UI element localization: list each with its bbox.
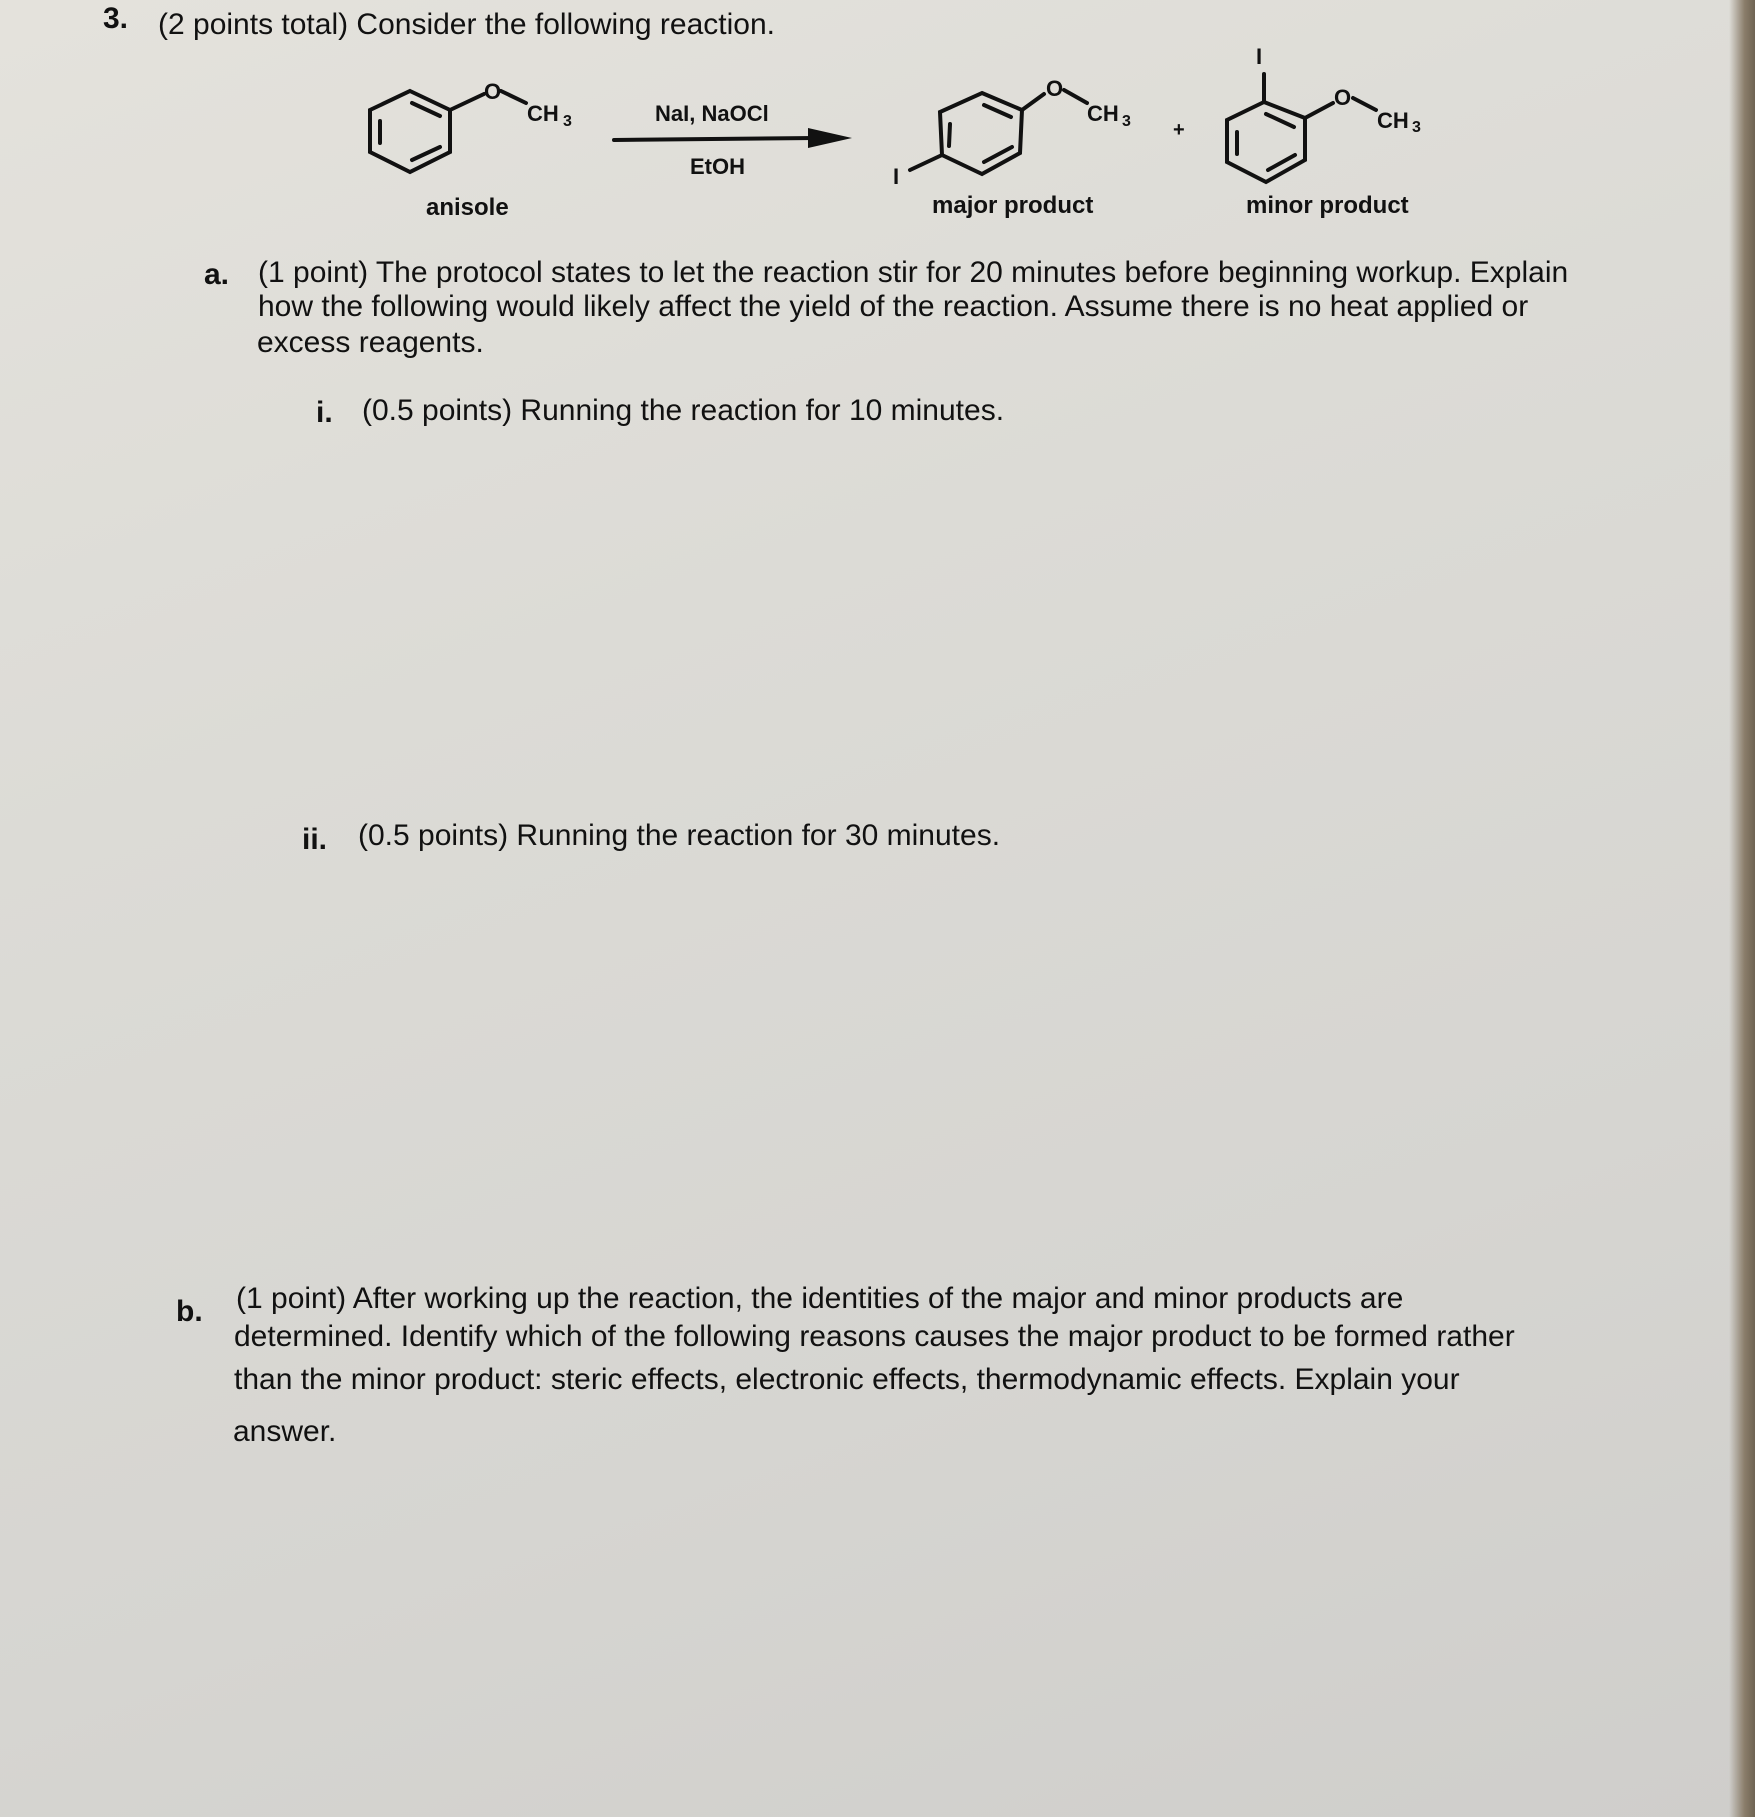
major-ch3-subscript: 3: [1122, 113, 1131, 130]
question-number: 3.: [103, 2, 129, 35]
part-a-ii-text: (0.5 points) Running the reaction for 30 minutes.: [358, 819, 1001, 852]
anisole-structure: [370, 79, 572, 172]
major-product-label: major product: [932, 192, 1094, 219]
plus-sign: +: [1173, 119, 1185, 141]
minor-product-label: minor product: [1246, 192, 1409, 219]
part-b-line-3: than the minor product: steric effects, electronic effects, thermodynamic effects. Explain your: [234, 1363, 1460, 1396]
minor-product-structure: [1227, 44, 1421, 182]
part-a-line-2: how the following would likely affect the yield of the reaction. Assume there is no heat applied or: [258, 290, 1529, 323]
part-a-i-text: (0.5 points) Running the reaction for 10 minutes.: [362, 394, 1005, 427]
anisole-label: anisole: [426, 194, 509, 221]
major-ch3-group: CH: [1087, 101, 1119, 126]
question-header: (2 points total) Consider the following reaction.: [158, 8, 775, 41]
major-product-structure: [893, 76, 1131, 189]
minor-ch3-subscript: 3: [1412, 119, 1421, 136]
anisole-ch3-group: CH: [527, 101, 559, 126]
reagents-label: NaI, NaOCl: [655, 101, 769, 126]
part-b-line-1: (1 point) After working up the reaction, the identities of the major and minor products are: [236, 1282, 1404, 1315]
major-oxygen-atom: O: [1046, 76, 1064, 101]
part-a-letter: a.: [204, 258, 230, 291]
anisole-ch3-subscript: 3: [563, 113, 572, 130]
part-b-line-4: answer.: [233, 1415, 337, 1448]
minor-ch3-group: CH: [1377, 108, 1409, 133]
major-iodine-atom: I: [893, 164, 900, 189]
solvent-label: EtOH: [690, 154, 745, 179]
part-a-ii-marker: ii.: [302, 823, 328, 856]
part-a-line-3: excess reagents.: [257, 326, 484, 359]
reaction-scheme: [0, 0, 1755, 240]
part-b-letter: b.: [176, 1295, 203, 1328]
anisole-oxygen-atom: O: [484, 79, 502, 104]
minor-oxygen-atom: O: [1334, 85, 1352, 110]
minor-iodine-atom: I: [1256, 44, 1263, 69]
reaction-arrow: [614, 101, 852, 179]
part-a-line-1: (1 point) The protocol states to let the reaction stir for 20 minutes before beginning workup. Explain: [258, 256, 1569, 289]
part-a-i-marker: i.: [316, 396, 333, 429]
page-edge-shadow: [1729, 0, 1755, 1817]
part-b-line-2: determined. Identify which of the following reasons causes the major product to be formed rather: [234, 1320, 1515, 1353]
